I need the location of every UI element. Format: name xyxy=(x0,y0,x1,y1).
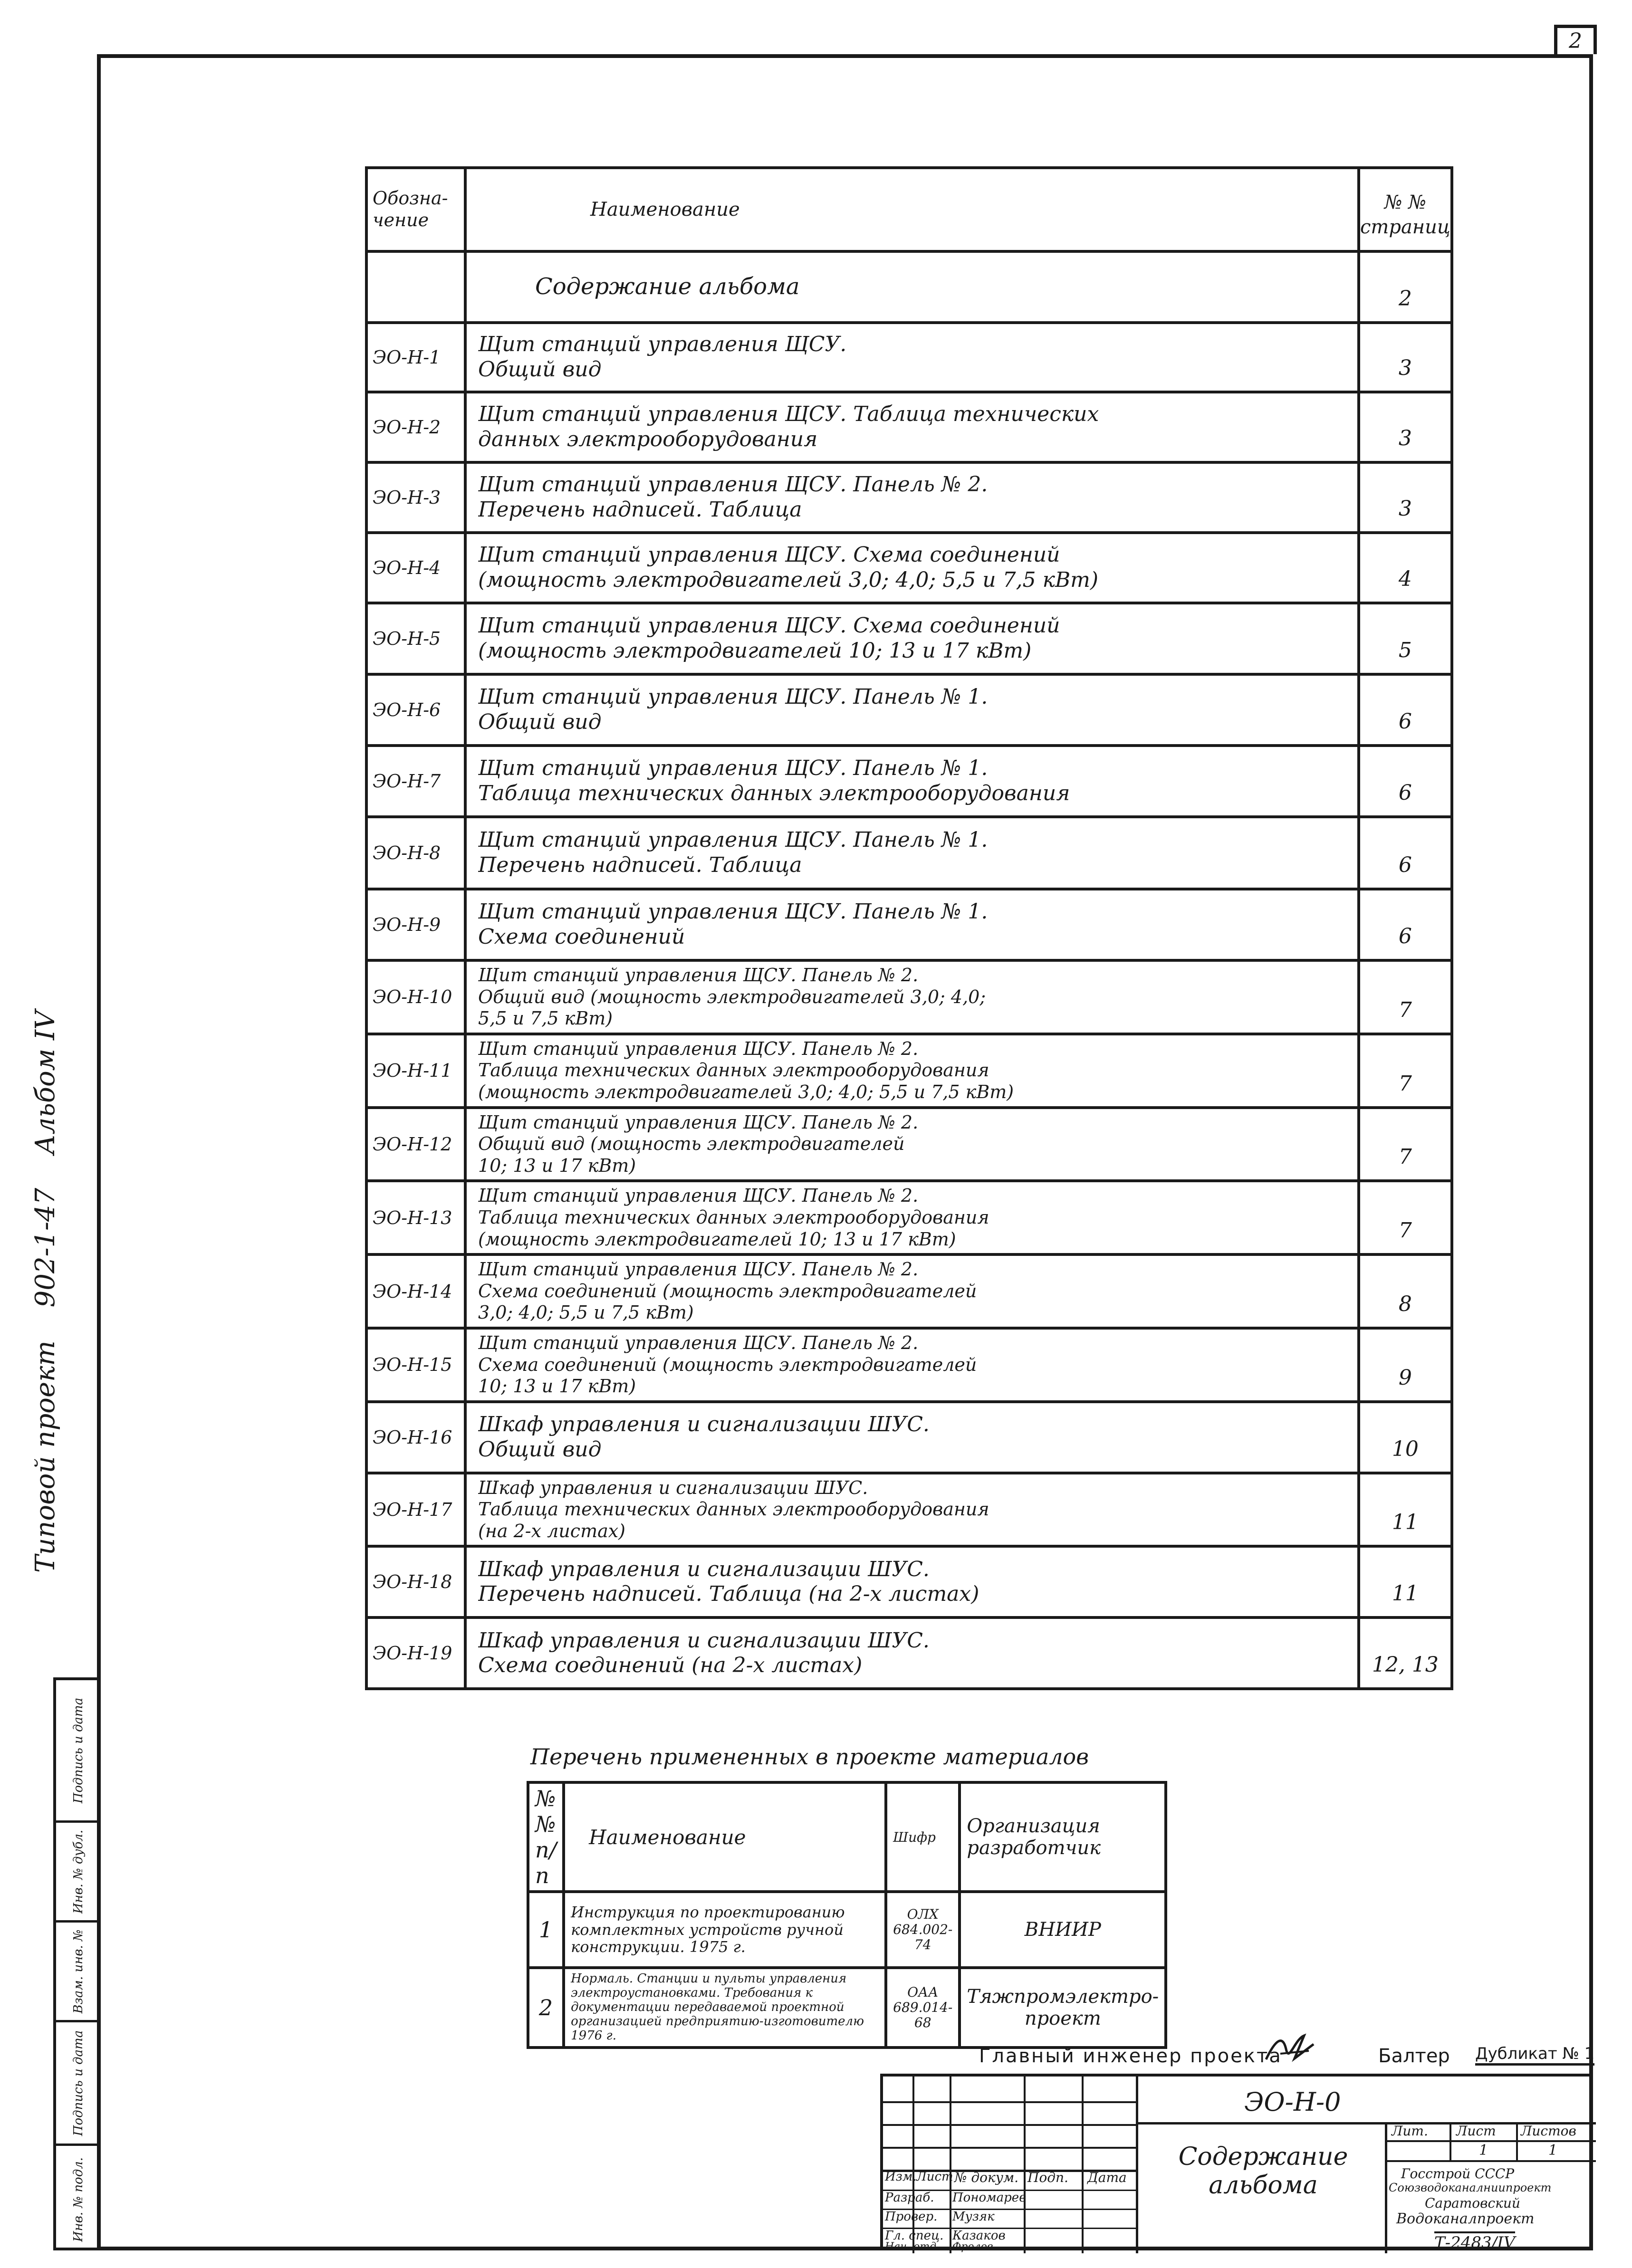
row-code: ЭО-Н-16 xyxy=(366,1402,465,1473)
row-name xyxy=(465,251,1359,323)
tb-stage-sheets: Листов xyxy=(1521,2123,1576,2139)
contents-row xyxy=(366,1402,1452,1473)
materials-code: ОАА 689.014-68 xyxy=(886,1968,960,2048)
header-name: Наименование xyxy=(465,168,1359,251)
chief-engineer-name: Балтер xyxy=(1378,2045,1450,2067)
row-page: 12, 13 xyxy=(1359,1617,1452,1689)
tb-rule xyxy=(1516,2122,1518,2162)
row-name-line: Щит станций управления ЩСУ. xyxy=(478,332,847,357)
row-code: ЭО-Н-17 xyxy=(366,1473,465,1547)
contents-row xyxy=(366,960,1452,1034)
row-page: 6 xyxy=(1359,817,1452,889)
row-page: 5 xyxy=(1359,603,1452,674)
row-name xyxy=(465,323,1359,392)
tb-rule xyxy=(1136,2077,1138,2253)
row-page: 6 xyxy=(1359,746,1452,817)
tb-rule xyxy=(883,2124,1136,2126)
materials-code: ОЛХ 684.002-74 xyxy=(886,1892,960,1968)
tb-rule xyxy=(883,2147,1136,2149)
contents-row xyxy=(366,1108,1452,1181)
row-name-line: Таблица технических данных электрооборудования xyxy=(478,1060,989,1081)
contents-row xyxy=(366,1617,1452,1689)
row-name-line: Шкаф управления и сигнализации ШУС. xyxy=(478,1477,868,1498)
materials-table xyxy=(527,1781,1167,2049)
row-name-line: Перечень надписей. Таблица xyxy=(478,853,802,877)
materials-row xyxy=(528,1968,1166,2048)
row-page: 4 xyxy=(1359,533,1452,603)
row-code: ЭО-Н-15 xyxy=(366,1328,465,1402)
side-title xyxy=(19,955,71,1573)
row-code: ЭО-Н-9 xyxy=(366,889,465,960)
contents-row xyxy=(366,1034,1452,1108)
row-code xyxy=(366,251,465,323)
contents-row xyxy=(366,1473,1452,1547)
contents-row xyxy=(366,817,1452,889)
row-code: ЭО-Н-8 xyxy=(366,817,465,889)
row-name xyxy=(465,603,1359,674)
row-name xyxy=(465,1473,1359,1547)
row-name-line: Шкаф управления и сигнализации ШУС. xyxy=(478,1557,930,1581)
side-stamp-strip xyxy=(53,1677,101,2250)
row-name xyxy=(465,533,1359,603)
stamp-replace-inv: Взам. инв. № xyxy=(56,1923,101,2022)
contents-row xyxy=(366,533,1452,603)
tb-doc-title: Содержание альбома xyxy=(1178,2143,1348,2200)
tb-role: Гл. спец. xyxy=(885,2229,944,2243)
row-code: ЭО-Н-5 xyxy=(366,603,465,674)
contents-row xyxy=(366,1181,1452,1254)
row-name-line: (мощность электродвигателей 3,0; 4,0; 5,5 и 7,5 кВт) xyxy=(478,568,1099,592)
row-name-line: (мощность электродвигателей 10; 13 и 17 кВт) xyxy=(478,639,1032,663)
tb-name: Казаков xyxy=(952,2229,1006,2243)
row-name-line: (мощность электродвигателей 3,0; 4,0; 5,5 и 7,5 кВт) xyxy=(478,1081,1014,1102)
tb-rule xyxy=(1385,2160,1596,2162)
row-name-line: Общий вид (мощность электродвигателей 3,0; 4,0; xyxy=(478,986,986,1007)
row-name-line: Схема соединений (мощность электродвигателей xyxy=(478,1280,977,1301)
row-name xyxy=(465,817,1359,889)
tb-org-line: Союзводоканалниипроект xyxy=(1389,2181,1552,2194)
row-page: 10 xyxy=(1359,1402,1452,1473)
materials-row xyxy=(528,1892,1166,1968)
row-name-line: 10; 13 и 17 кВт) xyxy=(478,1155,636,1176)
row-name-line: Таблица технических данных электрооборудования xyxy=(478,1499,989,1520)
tb-rule xyxy=(950,2077,951,2253)
row-name xyxy=(465,1328,1359,1402)
row-code: ЭО-Н-19 xyxy=(366,1617,465,1689)
contents-row xyxy=(366,392,1452,462)
row-name-line: Щит станций управления ЩСУ. Панель № 1. xyxy=(478,828,988,852)
row-code: ЭО-Н-7 xyxy=(366,746,465,817)
row-name-line: Общий вид xyxy=(478,1437,602,1462)
row-name-line: Щит станций управления ЩСУ. Таблица технических xyxy=(478,402,1099,427)
materials-org: Тяжпромэлектро- проект xyxy=(960,1968,1166,2048)
row-name-line: Щит станций управления ЩСУ. Панель № 2. xyxy=(478,472,988,497)
tb-col-date: Дата xyxy=(1087,2170,1127,2185)
tb-doc-code: ЭО-Н-0 xyxy=(1244,2087,1341,2117)
tb-role: Провер. xyxy=(885,2210,938,2224)
tb-archive-number: Т-2483/IV xyxy=(1434,2231,1515,2252)
materials-header-name: Наименование xyxy=(564,1782,886,1892)
row-name xyxy=(465,889,1359,960)
row-name-line: Щит станций управления ЩСУ. Панель № 2. xyxy=(478,1332,919,1353)
header-code: Обозна- чение xyxy=(366,168,465,251)
row-name-line: Таблица технических данных электрооборудования xyxy=(478,781,1070,805)
row-name-line: Содержание альбома xyxy=(535,273,800,300)
tb-name: Музяк xyxy=(952,2210,995,2224)
row-name xyxy=(465,1034,1359,1108)
tb-stage-sheet-value: 1 xyxy=(1479,2142,1488,2159)
row-name-line: Щит станций управления ЩСУ. Панель № 2. xyxy=(478,965,919,986)
materials-header-row xyxy=(528,1782,1166,1892)
contents-table xyxy=(365,166,1453,1690)
row-code: ЭО-Н-3 xyxy=(366,462,465,533)
row-name-line: Перечень надписей. Таблица (на 2-х листах) xyxy=(478,1582,979,1607)
row-name-line: Щит станций управления ЩСУ. Схема соединений xyxy=(478,613,1060,638)
stamp-sign-date-2: Подпись и дата xyxy=(56,1680,101,1823)
row-page: 6 xyxy=(1359,674,1452,746)
row-name-line: Щит станций управления ЩСУ. Панель № 2. xyxy=(478,1259,919,1280)
row-name xyxy=(465,462,1359,533)
row-page: 7 xyxy=(1359,1181,1452,1254)
row-page: 7 xyxy=(1359,1034,1452,1108)
tb-rule xyxy=(883,2101,1136,2103)
row-name-line: Общий вид xyxy=(478,710,602,734)
tb-rule xyxy=(912,2077,914,2253)
row-name-line: Щит станций управления ЩСУ. Схема соединений xyxy=(478,543,1060,567)
row-code: ЭО-Н-10 xyxy=(366,960,465,1034)
row-page: 11 xyxy=(1359,1546,1452,1617)
row-page: 3 xyxy=(1359,462,1452,533)
tb-rule xyxy=(1024,2077,1026,2253)
tb-col-izm: Изм. xyxy=(885,2170,917,2184)
row-name-line: Схема соединений (на 2-х листах) xyxy=(478,1653,863,1678)
row-name-line: Щит станций управления ЩСУ. Панель № 2. xyxy=(478,1038,919,1059)
row-code: ЭО-Н-13 xyxy=(366,1181,465,1254)
row-name-line: Схема соединений xyxy=(478,925,685,949)
tb-stage-sheet: Лист xyxy=(1456,2123,1496,2139)
row-page: 2 xyxy=(1359,251,1452,323)
materials-header-org: Организация разработчик xyxy=(960,1782,1166,1892)
row-code: ЭО-Н-12 xyxy=(366,1108,465,1181)
side-title-project: Типовой проект xyxy=(29,1340,61,1573)
side-title-number: 902-1-47 xyxy=(29,1187,61,1308)
row-name-line: Общий вид xyxy=(478,357,602,382)
materials-num: 1 xyxy=(528,1892,564,1968)
row-name-line: Шкаф управления и сигнализации ШУС. xyxy=(478,1628,930,1653)
materials-header-code: Шифр xyxy=(886,1782,960,1892)
row-name xyxy=(465,1546,1359,1617)
side-title-album: Альбом IV xyxy=(29,1010,61,1155)
row-name xyxy=(465,1402,1359,1473)
tb-stage-sheets-value: 1 xyxy=(1548,2142,1558,2159)
row-name xyxy=(465,1181,1359,1254)
contents-row xyxy=(366,746,1452,817)
tb-col-sign: Подп. xyxy=(1027,2170,1068,2185)
duplicate-label: Дубликат № 1 xyxy=(1475,2044,1594,2066)
row-name-line: данных электрооборудования xyxy=(478,427,818,451)
stamp-dup-inv: Инв. № дубл. xyxy=(56,1823,101,1923)
row-name xyxy=(465,674,1359,746)
tb-org-line: Водоканалпроект xyxy=(1396,2211,1535,2227)
contents-row xyxy=(366,889,1452,960)
row-code: ЭО-Н-11 xyxy=(366,1034,465,1108)
contents-header-row xyxy=(366,168,1452,251)
row-name xyxy=(465,1617,1359,1689)
tb-col-list: Лист xyxy=(916,2170,953,2184)
row-name-line: 5,5 и 7,5 кВт) xyxy=(478,1008,613,1029)
tb-rule xyxy=(1450,2122,1451,2162)
tb-role: Нач. отд. xyxy=(885,2241,940,2253)
materials-org: ВНИИР xyxy=(960,1892,1166,1968)
row-code: ЭО-Н-14 xyxy=(366,1254,465,1328)
row-name-line: Щит станций управления ЩСУ. Панель № 2. xyxy=(478,1185,919,1206)
row-name xyxy=(465,392,1359,462)
row-name xyxy=(465,746,1359,817)
row-code: ЭО-Н-1 xyxy=(366,323,465,392)
contents-row xyxy=(366,462,1452,533)
chief-engineer-label: Главный инженер проекта xyxy=(979,2045,1282,2067)
row-code: ЭО-Н-6 xyxy=(366,674,465,746)
row-name-line: Щит станций управления ЩСУ. Панель № 1. xyxy=(478,685,988,709)
row-name-line: Щит станций управления ЩСУ. Панель № 1. xyxy=(478,900,988,924)
tb-name: Фролов xyxy=(952,2241,993,2253)
contents-row xyxy=(366,1254,1452,1328)
row-code: ЭО-Н-4 xyxy=(366,533,465,603)
row-page: 3 xyxy=(1359,392,1452,462)
materials-num: 2 xyxy=(528,1968,564,2048)
contents-row xyxy=(366,1328,1452,1402)
tb-name: Пономарев xyxy=(952,2191,1027,2205)
materials-name: Инструкция по проектированию комплектных устройств ручной конструкции. 1975 г. xyxy=(564,1892,886,1968)
contents-row xyxy=(366,674,1452,746)
row-name-line: (мощность электродвигателей 10; 13 и 17 кВт) xyxy=(478,1228,956,1250)
row-page: 9 xyxy=(1359,1328,1452,1402)
row-page: 7 xyxy=(1359,960,1452,1034)
row-name-line: Перечень надписей. Таблица xyxy=(478,498,802,522)
tb-col-doc: № докум. xyxy=(954,2170,1019,2185)
row-name-line: Щит станций управления ЩСУ. Панель № 1. xyxy=(478,756,988,781)
row-name-line: Щит станций управления ЩСУ. Панель № 2. xyxy=(478,1111,919,1133)
row-page: 7 xyxy=(1359,1108,1452,1181)
row-name xyxy=(465,960,1359,1034)
tb-org-line: Саратовский xyxy=(1425,2195,1520,2211)
row-page: 8 xyxy=(1359,1254,1452,1328)
row-name-line: Таблица технических данных электрооборудования xyxy=(478,1206,989,1228)
stamp-sign-date: Подпись и дата xyxy=(56,2022,101,2146)
row-name xyxy=(465,1254,1359,1328)
tb-role: Разраб. xyxy=(885,2191,934,2205)
contents-body xyxy=(366,251,1452,1689)
tb-stage-lit: Лит. xyxy=(1392,2123,1428,2139)
materials-title: Перечень примененных в проекте материалов xyxy=(530,1744,1089,1770)
row-page: 6 xyxy=(1359,889,1452,960)
row-page: 11 xyxy=(1359,1473,1452,1547)
row-name-line: 10; 13 и 17 кВт) xyxy=(478,1376,636,1397)
contents-row xyxy=(366,1546,1452,1617)
row-name-line: Шкаф управления и сигнализации ШУС. xyxy=(478,1412,930,1436)
row-name-line: Общий вид (мощность электродвигателей xyxy=(478,1133,905,1155)
contents-row xyxy=(366,603,1452,674)
row-name-line: Схема соединений (мощность электродвигателей xyxy=(478,1354,977,1375)
contents-row xyxy=(366,323,1452,392)
tb-org-line: Госстрой СССР xyxy=(1401,2166,1515,2182)
row-page: 3 xyxy=(1359,323,1452,392)
materials-header-num: №№ п/п xyxy=(528,1782,564,1892)
page-number: 2 xyxy=(1554,25,1597,54)
title-block xyxy=(880,2074,1593,2253)
materials-name: Нормаль. Станции и пульты управления электроустановками. Требования к документации передаваемой проектной организацией предприятию-изготовителю 1976 г. xyxy=(564,1968,886,2048)
row-code: ЭО-Н-2 xyxy=(366,392,465,462)
header-page: № № страниц xyxy=(1359,168,1452,251)
row-name-line: (на 2-х листах) xyxy=(478,1520,626,1541)
row-name-line: 3,0; 4,0; 5,5 и 7,5 кВт) xyxy=(478,1302,694,1323)
contents-row xyxy=(366,251,1452,323)
tb-rule xyxy=(1082,2077,1084,2253)
signature-icon xyxy=(1261,2030,1318,2068)
row-name xyxy=(465,1108,1359,1181)
stamp-inv-original: Инв. № подл. xyxy=(71,2157,86,2242)
tb-rule xyxy=(1385,2140,1596,2142)
row-code: ЭО-Н-18 xyxy=(366,1546,465,1617)
